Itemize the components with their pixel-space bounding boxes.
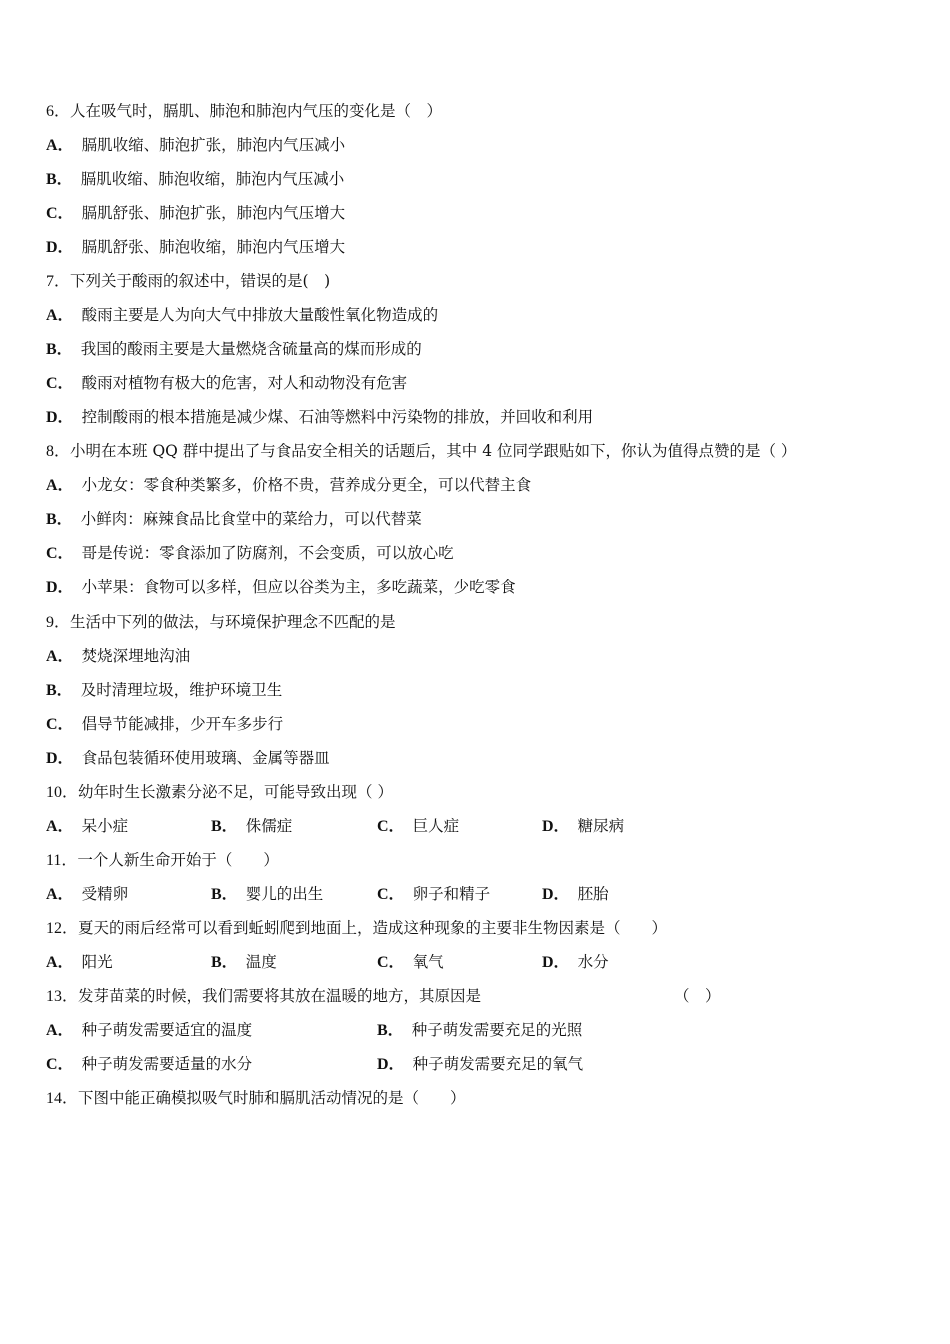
question-6 [46,94,910,264]
option-c [46,1047,252,1082]
option-letter: C． [46,716,74,733]
option-text: 膈肌收缩、肺泡扩张，肺泡内气压减小 [81,136,346,154]
option-text: 膈肌收缩、肺泡收缩，肺泡内气压减小 [80,170,345,188]
option-letter: B． [211,954,238,971]
option-text: 种子萌发需要适宜的温度 [81,1021,253,1039]
option-a [46,468,910,502]
option-letter: D． [46,409,74,426]
option-text: 婴儿的出生 [245,885,324,903]
option-letter: D． [46,239,74,256]
question-11 [46,843,910,911]
option-text: 哥是传说：零食添加了防腐剂，不会变质，可以放心吃 [81,544,454,562]
option-letter: A． [46,648,74,665]
option-d [46,570,910,604]
option-c [46,536,910,570]
question-text: 一个人新生命开始于（ ） [77,851,279,869]
option-text: 小鲜肉：麻辣食品比食堂中的菜给力，可以代替菜 [80,510,422,528]
question-number: 9． [46,614,71,631]
option-text: 种子萌发需要充足的氧气 [412,1055,584,1073]
option-b [211,945,277,980]
question-text: 下图中能正确模拟吸气时肺和膈肌活动情况的是（ ） [78,1089,466,1107]
question-12 [46,911,910,979]
option-c [377,809,459,844]
option-letter: C． [46,375,74,392]
option-text: 呆小症 [81,817,129,835]
question-number: 11． [46,852,78,869]
option-row [46,1013,910,1047]
question-text: 夏天的雨后经常可以看到蚯蚓爬到地面上，造成这种现象的主要非生物因素是（ ） [78,919,668,937]
option-text: 膈肌舒张、肺泡收缩，肺泡内气压增大 [81,238,346,256]
question-text: 小明在本班 QQ 群中提出了与食品安全相关的话题后，其中 4 位同学跟贴如下，你认为值得点赞的是（ ） [70,442,797,460]
option-c [377,877,490,912]
option-d [46,400,910,434]
option-letter: B． [211,886,238,903]
option-letter: B． [211,818,238,835]
option-text: 侏儒症 [245,817,293,835]
option-letter: B． [377,1022,404,1039]
option-letter: C． [46,545,74,562]
option-text: 小苹果：食物可以多样，但应以谷类为主，多吃蔬菜，少吃零食 [81,578,516,596]
option-d [46,230,910,264]
option-c [377,945,444,980]
question-text: 人在吸气时，膈肌、肺泡和肺泡内气压的变化是（ ） [70,102,443,120]
option-b [211,809,292,844]
option-letter: C． [46,1056,74,1073]
option-text: 小龙女：零食种类繁多，价格不贵，营养成分更全，可以代替主食 [81,476,532,494]
question-stem [46,94,910,128]
question-number: 13． [46,988,79,1005]
question-number: 12． [46,920,79,937]
option-c [46,366,910,400]
question-7 [46,264,910,434]
question-text: 生活中下列的做法，与环境保护理念不匹配的是 [70,613,396,631]
option-letter: A． [46,818,74,835]
option-b [46,673,910,707]
option-text: 倡导节能减排，少开车多步行 [81,715,284,733]
option-text: 种子萌发需要适量的水分 [81,1055,253,1073]
option-a [46,298,910,332]
option-text: 糖尿病 [577,817,625,835]
option-text: 胚胎 [577,885,609,903]
option-letter: A． [46,477,74,494]
option-letter: D． [377,1056,405,1073]
option-d [542,809,624,844]
option-letter: A． [46,137,74,154]
option-letter: C． [46,205,74,222]
option-text: 水分 [577,953,609,971]
option-letter: D． [46,579,74,596]
option-d [542,877,609,912]
option-letter: D． [542,818,570,835]
option-a [46,128,910,162]
option-text: 巨人症 [412,817,460,835]
option-a [46,809,128,844]
option-text: 阳光 [81,953,113,971]
question-stem [46,843,910,877]
option-text: 氧气 [412,953,444,971]
option-d [542,945,609,980]
option-d [46,741,910,775]
question-8 [46,434,910,604]
option-row [46,945,910,979]
question-number: 14． [46,1090,79,1107]
question-stem [46,605,910,639]
option-a [46,877,128,912]
option-letter: B． [46,511,73,528]
option-text: 卵子和精子 [412,885,491,903]
question-number: 8． [46,443,71,460]
option-letter: A． [46,954,74,971]
question-stem [46,1081,910,1115]
option-letter: D． [46,750,74,767]
option-letter: B． [46,341,73,358]
option-letter: C． [377,954,405,971]
option-b [46,502,910,536]
option-a [46,639,910,673]
question-13 [46,979,910,1081]
option-row [46,877,910,911]
question-stem [46,434,910,468]
question-stem [46,979,910,1013]
option-text: 酸雨对植物有极大的危害，对人和动物没有危害 [81,374,408,392]
option-c [46,707,910,741]
option-letter: A． [46,886,74,903]
option-text: 焚烧深埋地沟油 [81,647,191,665]
option-text: 控制酸雨的根本措施是减少煤、石油等燃料中污染物的排放，并回收和利用 [81,408,594,426]
option-b [46,162,910,196]
option-text: 受精卵 [81,885,129,903]
question-text: 下列关于酸雨的叙述中，错误的是( ) [70,272,331,290]
question-text: 发芽苗菜的时候，我们需要将其放在温暖的地方，其原因是 [78,987,482,1005]
option-letter: D． [542,954,570,971]
option-text: 种子萌发需要充足的光照 [411,1021,583,1039]
option-d [377,1047,583,1082]
question-stem [46,775,910,809]
question-10 [46,775,910,843]
question-number: 10． [46,784,79,801]
question-text: 幼年时生长激素分泌不足，可能导致出现（ ） [78,783,393,801]
option-text: 及时清理垃圾，维护环境卫生 [80,681,283,699]
option-letter: C． [377,818,405,835]
question-number: 7． [46,273,71,290]
option-text: 酸雨主要是人为向大气中排放大量酸性氧化物造成的 [81,306,439,324]
option-a [46,1013,252,1048]
option-row [46,809,910,843]
option-b [377,1013,582,1048]
option-letter: A． [46,307,74,324]
question-stem [46,911,910,945]
option-text: 膈肌舒张、肺泡扩张，肺泡内气压增大 [81,204,346,222]
option-letter: A． [46,1022,74,1039]
option-text: 我国的酸雨主要是大量燃烧含硫量高的煤而形成的 [80,340,422,358]
option-letter: B． [46,171,73,188]
option-row [46,1047,910,1081]
option-letter: B． [46,682,73,699]
question-number: 6． [46,103,71,120]
option-text: 温度 [245,953,277,971]
option-b [46,332,910,366]
question-9 [46,605,910,775]
option-a [46,945,113,980]
option-c [46,196,910,230]
question-stem [46,264,910,298]
answer-paren: （ ） [674,987,721,1005]
option-b [211,877,323,912]
option-text: 食品包装循环使用玻璃、金属等器皿 [81,749,330,767]
question-14 [46,1081,910,1115]
option-letter: D． [542,886,570,903]
option-letter: C． [377,886,405,903]
